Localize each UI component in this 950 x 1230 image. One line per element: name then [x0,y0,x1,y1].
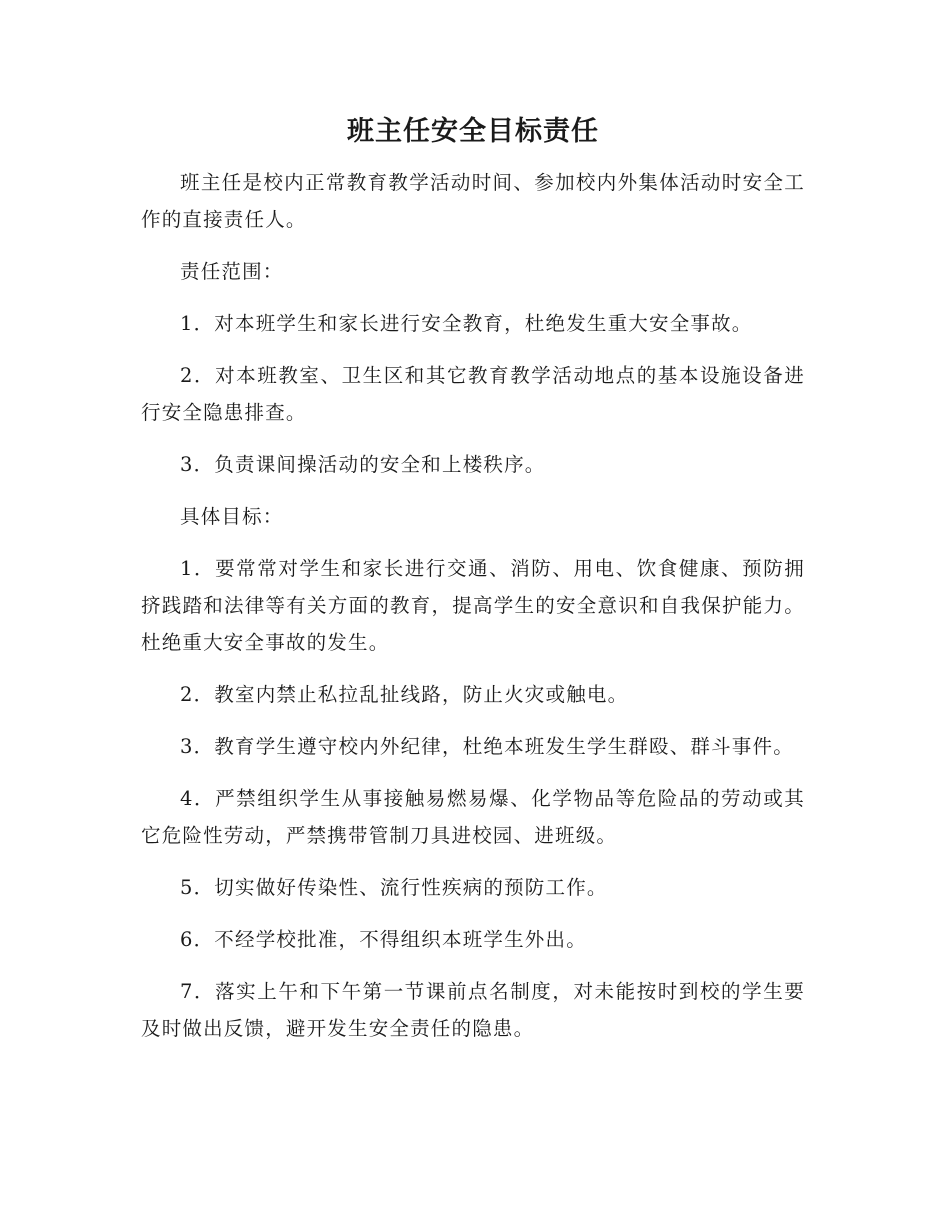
page-title: 班主任安全目标责任 [347,116,599,147]
document-body [141,112,805,1062]
scope-item-1: 1．对本班学生和家长进行安全教育，杜绝发生重大安全事故。 [180,312,753,335]
goal-item-1: 1．要常常对学生和家长进行交通、消防、用电、饮食健康、预防拥挤践踏和法律等有关方面的教育，提高学生的安全意识和自我保护能力。杜绝重大安全事故的发生。 [141,557,805,654]
section-heading-goals: 具体目标： [180,505,284,528]
goal-item-6: 6．不经学校批准，不得组织本班学生外出。 [180,928,587,951]
scope-item-2: 2．对本班教室、卫生区和其它教育教学活动地点的基本设施设备进行安全隐患排查。 [141,364,805,424]
paragraph-intro: 班主任是校内正常教育教学活动时间、参加校内外集体活动时安全工作的直接责任人。 [141,171,805,231]
section-heading-scope: 责任范围： [180,260,284,283]
goal-item-7: 7．落实上午和下午第一节课前点名制度，对未能按时到校的学生要及时做出反馈，避开发生安全责任的隐患。 [141,980,805,1040]
goal-item-3: 3．教育学生遵守校内外纪律，杜绝本班发生学生群殴、群斗事件。 [180,735,794,758]
goal-item-2: 2．教室内禁止私拉乱扯线路，防止火灾或触电。 [180,683,629,706]
goal-item-5: 5．切实做好传染性、流行性疾病的预防工作。 [180,876,608,899]
scope-item-3: 3．负责课间操活动的安全和上楼秩序。 [180,453,546,476]
goal-item-4: 4．严禁组织学生从事接触易燃易爆、化学物品等危险品的劳动或其它危险性劳动，严禁携带管制刀具进校园、进班级。 [141,787,805,847]
